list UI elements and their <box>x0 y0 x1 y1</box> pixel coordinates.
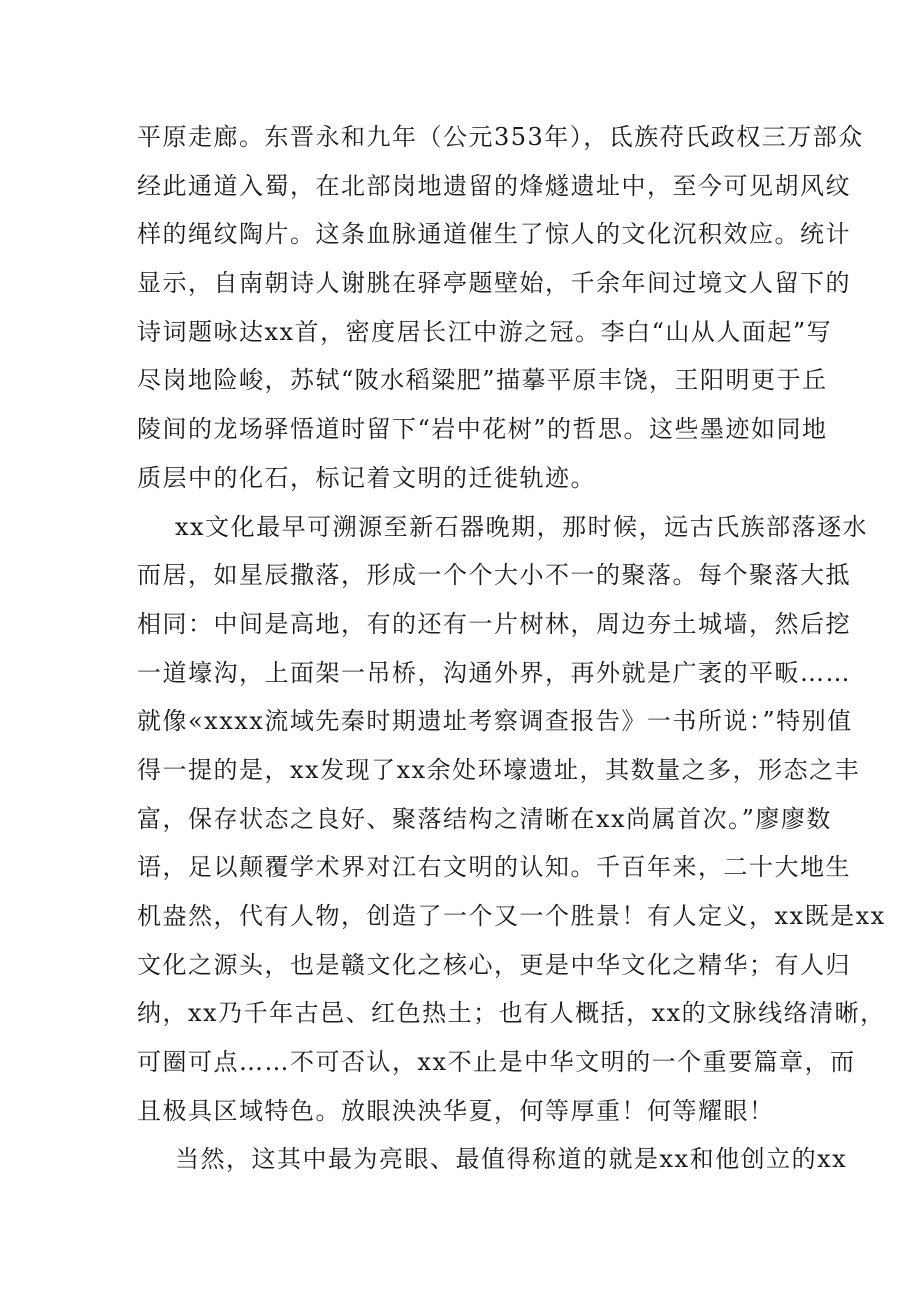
text-line: 可圈可点……不可否认，xx不止是中华文明的一个重要篇章，而 <box>137 1048 856 1077</box>
text-line: 富，保存状态之良好、聚落结构之清晰在xx尚属首次。”廖廖数 <box>137 804 832 833</box>
text-line: 相同：中间是高地，有的还有一片树林，周边夯土城墙，然后挖 <box>137 609 851 638</box>
text-line: 平原走廊。东晋永和九年（公元353年），氐族苻氏政权三万部众 <box>137 123 864 151</box>
text-line: 语，足以颠覆学术界对江右文明的认知。千百年来，二十大地生 <box>137 853 851 882</box>
text-line: 纳，xx乃千年古邑、红色热土；也有人概括，xx的文脉线络清晰， <box>137 999 886 1028</box>
text-line: 经此通道入蜀，在北部岗地遗留的烽燧遗址中，至今可见胡风纹 <box>137 171 851 200</box>
text-line: 一道壕沟，上面架一吊桥，沟通外界，再外就是广袤的平畈…… <box>137 658 851 687</box>
text-line: 而居，如星辰撒落，形成一个个大小不一的聚落。每个聚落大抵 <box>137 561 851 590</box>
text-line: 机盎然，代有人物，创造了一个又一个胜景！有人定义，xx既是xx <box>137 902 886 930</box>
text-line: 诗词题咏达xx首，密度居长江中游之冠。李白“山从人面起”写 <box>137 317 833 346</box>
text-line: 当然，这其中最为亮眼、最值得称道的就是xx和他创立的xx <box>175 1145 848 1174</box>
text-line: 显示，自南朝诗人谢朓在驿亭题壁始，千余年间过境文人留下的 <box>137 269 851 298</box>
text-line: xx文化最早可溯源至新石器晚期，那时候，远古氏族部落逐水 <box>175 512 869 541</box>
text-line: 得一提的是，xx发现了xx余处环壕遗址，其数量之多，形态之丰 <box>137 755 861 784</box>
text-line: 样的绳纹陶片。这条血脉通道催生了惊人的文化沉积效应。统计 <box>137 220 851 249</box>
document-page <box>137 113 886 1184</box>
text-line: 且极具区域特色。放眼泱泱华夏，何等厚重！何等耀眼！ <box>137 1096 775 1125</box>
text-line: 尽岗地险峻，苏轼“陂水稻粱肥”描摹平原丰饶，王阳明更于丘 <box>137 366 828 395</box>
paragraph-2 <box>137 503 886 1136</box>
text-line: 就像«xxxx流域先秦时期遗址考察调查报告》一书所说：”特别值 <box>137 707 853 736</box>
text-line: 质层中的化石，标记着文明的迁徙轨迹。 <box>137 463 596 492</box>
text-line: 文化之源头，也是赣文化之核心，更是中华文化之精华；有人归 <box>137 950 851 979</box>
paragraph-3 <box>137 1135 848 1184</box>
paragraph-1 <box>137 113 864 503</box>
text-line: 陵间的龙场驿悟道时留下“岩中花树”的哲思。这些墨迹如同地 <box>137 415 828 444</box>
